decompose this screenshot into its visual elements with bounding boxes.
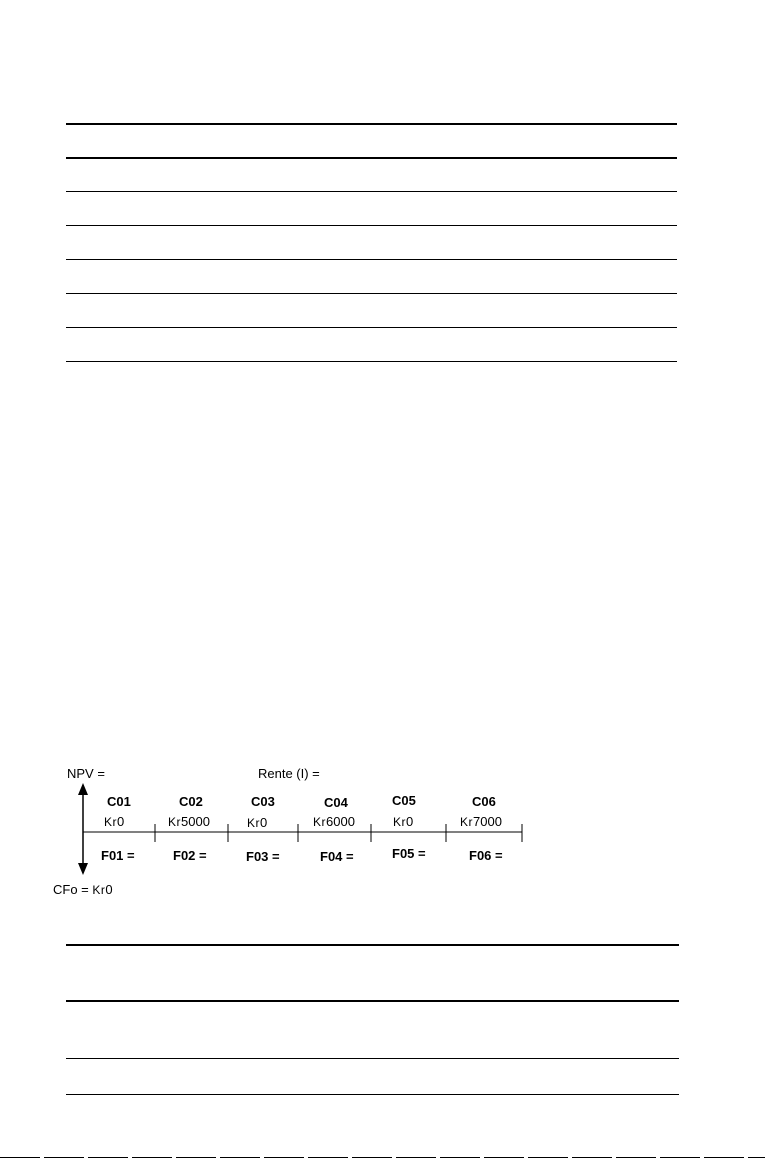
amount-value: 7000 [473, 814, 502, 829]
period-amount [104, 815, 124, 829]
currency-label: Kr [92, 883, 106, 897]
currency-label: Kr [104, 815, 117, 829]
down-arrow-icon [78, 863, 88, 875]
period-f-label: F06 = [469, 848, 503, 863]
period-amount [247, 816, 267, 830]
currency-label: Kr [168, 815, 181, 829]
npv-label: NPV = [67, 766, 105, 781]
period-c-label: C04 [324, 795, 348, 810]
bottom-table-row-divider [66, 1094, 679, 1095]
amount-value: 5000 [181, 814, 210, 829]
currency-label: Kr [460, 815, 473, 829]
period-amount [168, 815, 210, 829]
rate-label: Rente (I) = [258, 766, 320, 781]
currency-label: Kr [247, 816, 260, 830]
period-c-label: C02 [179, 794, 203, 809]
amount-value: 0 [260, 815, 268, 830]
bottom-table-row-divider [66, 1058, 679, 1059]
period-amount [313, 815, 355, 829]
amount-value: 0 [406, 814, 414, 829]
amount-value: 6000 [326, 814, 355, 829]
cf0-text: CFo = [53, 882, 89, 897]
period-c-label: C05 [392, 793, 416, 808]
period-amount [460, 815, 502, 829]
period-c-label: C01 [107, 794, 131, 809]
amount-value: 0 [117, 814, 125, 829]
up-arrow-icon [78, 783, 88, 795]
period-c-label: C06 [472, 794, 496, 809]
period-f-label: F04 = [320, 849, 354, 864]
period-amount [393, 815, 413, 829]
cf0-label [53, 883, 113, 897]
bottom-table-header-rule [66, 944, 679, 946]
period-c-label: C03 [251, 794, 275, 809]
period-f-label: F02 = [173, 848, 207, 863]
currency-label: Kr [313, 815, 326, 829]
period-f-label: F01 = [101, 848, 135, 863]
period-f-label: F05 = [392, 846, 426, 861]
period-f-label: F03 = [246, 849, 280, 864]
currency-label: Kr [393, 815, 406, 829]
footer-edge-rule [0, 1157, 765, 1158]
cf0-value: 0 [105, 882, 113, 897]
bottom-table-rule [66, 1000, 679, 1002]
